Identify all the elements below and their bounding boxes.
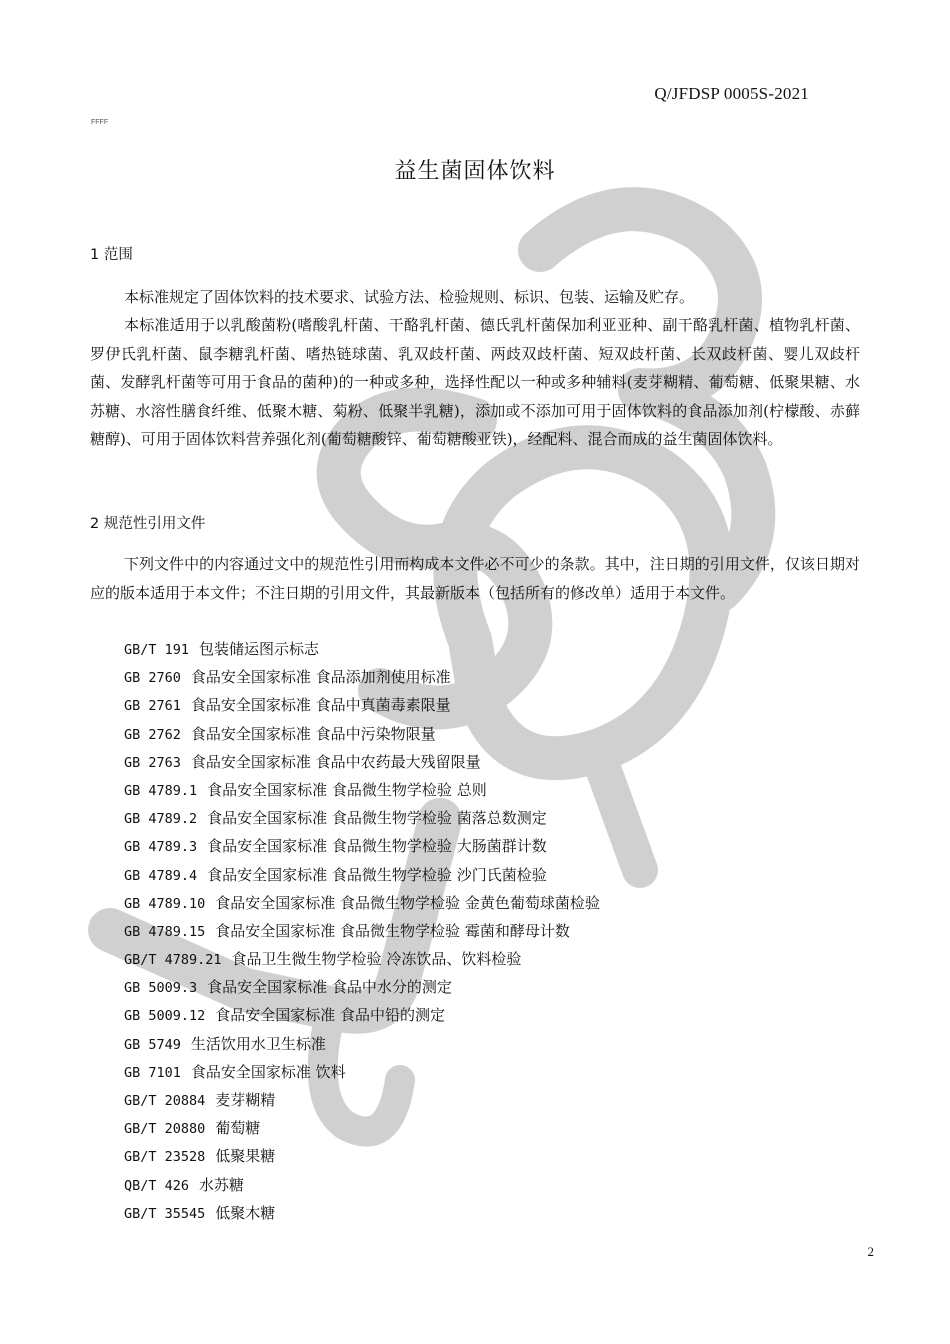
reference-code: GB 4789.10 (124, 895, 206, 912)
reference-item (124, 832, 600, 860)
page-number: 2 (867, 1244, 874, 1259)
reference-item (124, 1171, 600, 1199)
reference-title: 食品安全国家标准 食品中农药最大残留限量 (190, 752, 481, 771)
reference-item (124, 945, 600, 973)
reference-title: 食品安全国家标准 食品微生物学检验 霉菌和酵母计数 (215, 921, 570, 940)
reference-title: 食品安全国家标准 食品微生物学检验 沙门氏菌检验 (207, 865, 547, 884)
reference-code: GB 2763 (124, 754, 181, 771)
reference-code: GB 4789.2 (124, 811, 198, 828)
reference-code: GB 5009.3 (124, 980, 198, 997)
reference-code: GB/T 20884 (124, 1093, 206, 1109)
reference-item (124, 1199, 600, 1227)
reference-code: GB/T 23528 (124, 1149, 206, 1166)
reference-code: GB 2761 (124, 698, 181, 715)
reference-title: 麦芽糊精 (215, 1091, 276, 1109)
reference-title: 包装储运图示标志 (199, 640, 320, 658)
references-intro: 下列文件中的内容通过文中的规范性引用而构成本文件必不可少的条款。其中，注日期的引用文件，仅该日期对应的版本适用于本文件；不注日期的引用文件，其最新版本（包括所有的修改单）适用于本文件。 (90, 555, 860, 602)
reference-code: GB 5009.12 (124, 1008, 206, 1025)
reference-title: 低聚果糖 (215, 1147, 276, 1166)
reference-title: 食品安全国家标准 食品中真菌毒素限量 (190, 696, 451, 715)
reference-item (124, 720, 600, 748)
reference-code: GB 5749 (124, 1036, 181, 1053)
reference-code: GB 4789.3 (124, 839, 198, 856)
reference-item (124, 1142, 600, 1170)
reference-item (124, 748, 600, 776)
reference-code: GB/T 20880 (124, 1121, 206, 1138)
reference-item (124, 1030, 600, 1058)
reference-title: 葡萄糖 (215, 1119, 261, 1138)
section-heading-normative-references: 2 规范性引用文件 (90, 516, 206, 532)
reference-item (124, 1001, 600, 1029)
reference-title: 低聚木糖 (215, 1203, 276, 1222)
document-code: Q/JFDSP 0005S-2021 (654, 84, 809, 103)
reference-title: 食品安全国家标准 饮料 (190, 1062, 346, 1081)
reference-item (124, 1086, 600, 1114)
small-mark: FFFF (91, 119, 109, 126)
reference-code: GB 4789.1 (124, 782, 198, 799)
reference-code: GB 7101 (124, 1064, 181, 1081)
reference-item (124, 663, 600, 691)
reference-item (124, 889, 600, 917)
reference-code: GB 4789.4 (124, 867, 198, 884)
reference-title: 食品安全国家标准 食品添加剂使用标准 (190, 668, 451, 687)
reference-code: GB/T 191 (124, 642, 190, 658)
reference-item (124, 691, 600, 719)
reference-list (124, 635, 600, 1227)
scope-paragraph-1: 本标准规定了固体饮料的技术要求、试验方法、检验规则、标识、包装、运输及贮存。 (124, 288, 695, 306)
reference-item (124, 917, 600, 945)
reference-item (124, 776, 600, 804)
section-heading-scope: 1 范围 (90, 247, 133, 263)
reference-title: 食品安全国家标准 食品中污染物限量 (190, 724, 436, 743)
reference-title: 食品安全国家标准 食品微生物学检验 金黄色葡萄球菌检验 (215, 893, 600, 912)
reference-title: 食品卫生微生物学检验 冷冻饮品、饮料检验 (231, 950, 522, 969)
reference-code: GB 2762 (124, 726, 181, 743)
page-title: 益生菌固体饮料 (394, 159, 556, 184)
reference-code: GB 4789.15 (124, 923, 206, 940)
scope-paragraph-2: 本标准适用于以乳酸菌粉(嗜酸乳杆菌、干酪乳杆菌、德氏乳杆菌保加利亚亚种、副干酪乳杆菌、植物乳杆菌、罗伊氏乳杆菌、鼠李糖乳杆菌、嗜热链球菌、乳双歧杆菌、两歧双歧杆菌、短双歧杆菌、长双歧杆菌、婴儿双歧杆菌、发酵乳杆菌等可用于食品的菌种)的一种或多种，选择性配以一种或多种辅料(麦芽糊精、葡萄糖、低聚果糖、水苏糖、水溶性膳食纤维、低聚木糖、菊粉、低聚半乳糖)，添加或不添加可用于固体饮料的食品添加剂(柠檬酸、赤藓糖醇)、可用于固体饮料营养强化剂(葡萄糖酸锌、葡萄糖酸亚铁)，经配料、混合而成的益生菌固体饮料。 (90, 316, 860, 448)
reference-item (124, 635, 600, 663)
reference-title: 食品安全国家标准 食品中铅的测定 (215, 1006, 446, 1025)
reference-item (124, 1058, 600, 1086)
reference-item (124, 1114, 600, 1142)
reference-title: 水苏糖 (199, 1175, 245, 1194)
reference-title: 食品安全国家标准 食品微生物学检验 总则 (207, 780, 487, 799)
reference-title: 生活饮用水卫生标准 (190, 1034, 326, 1053)
reference-item (124, 861, 600, 889)
reference-title: 食品安全国家标准 食品微生物学检验 大肠菌群计数 (207, 837, 547, 856)
reference-code: GB 2760 (124, 670, 181, 687)
reference-title: 食品安全国家标准 食品微生物学检验 菌落总数测定 (207, 809, 547, 828)
reference-item (124, 804, 600, 832)
reference-code: GB/T 35545 (124, 1205, 206, 1222)
reference-code: QB/T 426 (124, 1177, 190, 1194)
reference-code: GB/T 4789.21 (124, 952, 222, 969)
reference-title: 食品安全国家标准 食品中水分的测定 (207, 978, 452, 997)
reference-item (124, 973, 600, 1001)
